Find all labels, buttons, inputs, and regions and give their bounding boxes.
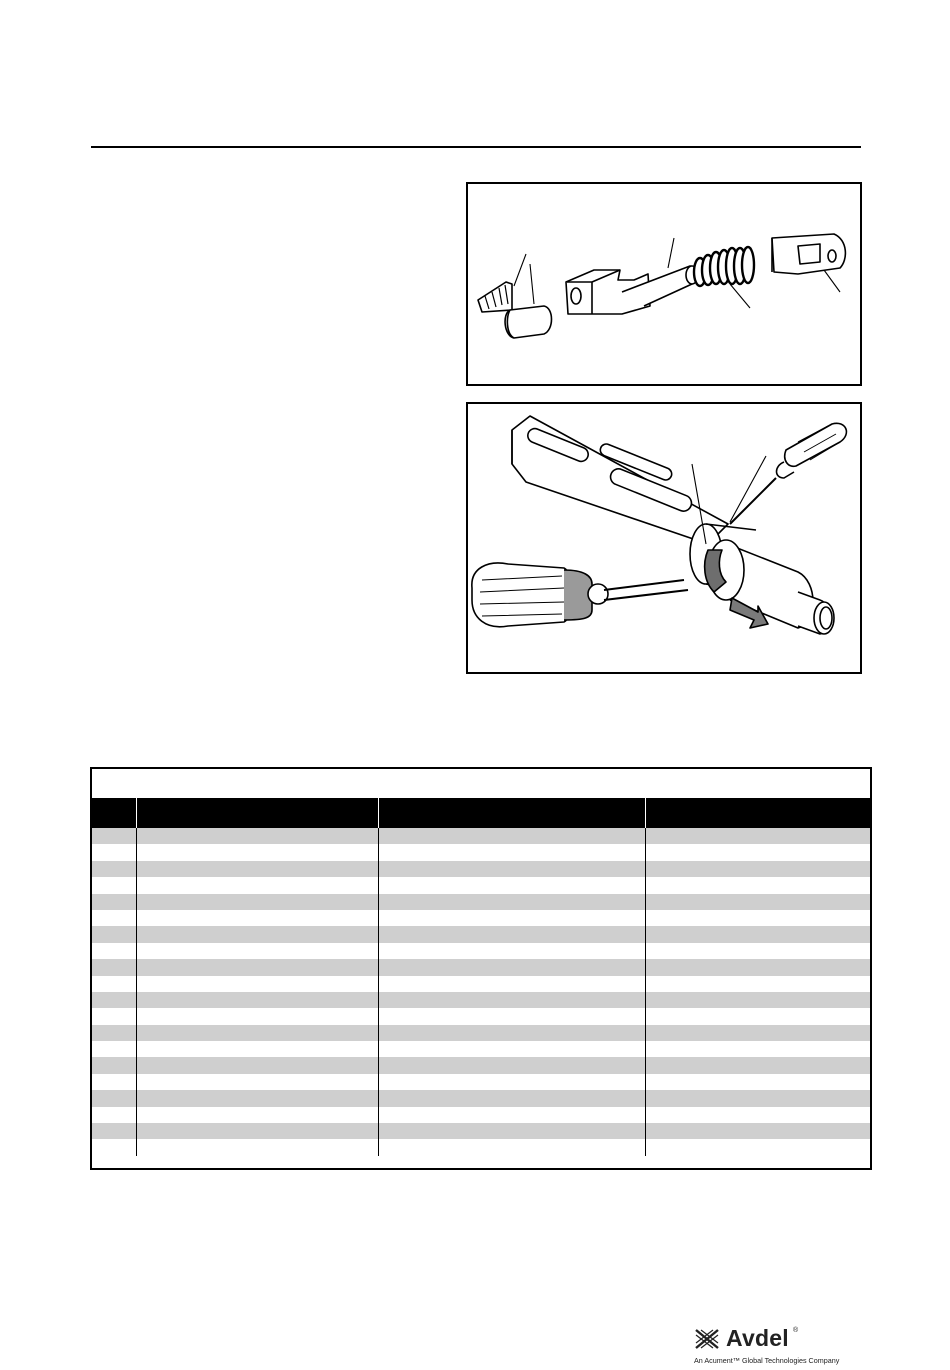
table-cell bbox=[92, 861, 136, 877]
table-cell bbox=[92, 976, 136, 992]
table-cell bbox=[136, 861, 378, 877]
table-body bbox=[92, 828, 870, 1156]
table-cell bbox=[136, 844, 378, 860]
table-cell bbox=[136, 894, 378, 910]
table-cell bbox=[92, 1074, 136, 1090]
table-cell bbox=[136, 1123, 378, 1139]
table-cell bbox=[136, 976, 378, 992]
table-cell bbox=[92, 828, 136, 844]
table-cell bbox=[378, 1090, 645, 1106]
table-cell bbox=[645, 1008, 870, 1024]
table-cell bbox=[645, 910, 870, 926]
table-cell bbox=[378, 1139, 645, 1155]
table-cell bbox=[378, 1008, 645, 1024]
table-cell bbox=[136, 828, 378, 844]
table-header-cell bbox=[645, 798, 870, 828]
table-row bbox=[92, 1057, 870, 1073]
table-cell bbox=[645, 877, 870, 893]
table-cell bbox=[136, 1090, 378, 1106]
table-row bbox=[92, 910, 870, 926]
table-cell bbox=[645, 1123, 870, 1139]
brand-footer bbox=[694, 1325, 854, 1367]
table-cell bbox=[92, 926, 136, 942]
table-cell bbox=[136, 992, 378, 1008]
table-row bbox=[92, 976, 870, 992]
table-cell bbox=[92, 1041, 136, 1057]
table-cell bbox=[378, 1041, 645, 1057]
table-row bbox=[92, 1090, 870, 1106]
table-cell bbox=[378, 1107, 645, 1123]
table-cell bbox=[92, 1008, 136, 1024]
table-row bbox=[92, 844, 870, 860]
table-cell bbox=[136, 1008, 378, 1024]
table-cell bbox=[645, 894, 870, 910]
table-cell bbox=[92, 1057, 136, 1073]
table-cell bbox=[92, 959, 136, 975]
table-cell bbox=[378, 910, 645, 926]
table-cell bbox=[136, 1139, 378, 1155]
table-cell bbox=[378, 894, 645, 910]
table-cell bbox=[92, 894, 136, 910]
table-cell bbox=[136, 1041, 378, 1057]
table-cell bbox=[645, 976, 870, 992]
table-cell bbox=[136, 877, 378, 893]
table-cell bbox=[92, 877, 136, 893]
table-cell bbox=[645, 959, 870, 975]
table-cell bbox=[645, 992, 870, 1008]
table-row bbox=[92, 1123, 870, 1139]
tool-disassembly-figure bbox=[466, 402, 862, 674]
table-cell bbox=[645, 1074, 870, 1090]
table-cell bbox=[378, 976, 645, 992]
table-cell bbox=[645, 844, 870, 860]
table-cell bbox=[92, 1123, 136, 1139]
table-cell bbox=[378, 992, 645, 1008]
table-cell bbox=[645, 1041, 870, 1057]
exploded-parts-figure bbox=[466, 182, 862, 386]
table-cell bbox=[92, 943, 136, 959]
parts-table bbox=[90, 767, 872, 1170]
table-cell bbox=[136, 910, 378, 926]
table-cell bbox=[645, 828, 870, 844]
table-row bbox=[92, 877, 870, 893]
table-cell bbox=[378, 1074, 645, 1090]
table-cell bbox=[645, 861, 870, 877]
table-cell bbox=[378, 877, 645, 893]
table-row bbox=[92, 861, 870, 877]
table-row bbox=[92, 828, 870, 844]
table-cell bbox=[92, 844, 136, 860]
table-cell bbox=[92, 1025, 136, 1041]
table-row bbox=[92, 1107, 870, 1123]
table-cell bbox=[645, 1025, 870, 1041]
table-cell bbox=[645, 1057, 870, 1073]
table-cell bbox=[92, 1139, 136, 1155]
table-caption bbox=[92, 769, 870, 798]
table-row bbox=[92, 943, 870, 959]
table-row bbox=[92, 992, 870, 1008]
table-cell bbox=[378, 861, 645, 877]
table-cell bbox=[378, 828, 645, 844]
table-header-row bbox=[92, 798, 870, 828]
table-header-cell bbox=[378, 798, 645, 828]
table-cell bbox=[136, 1057, 378, 1073]
table-cell bbox=[92, 1107, 136, 1123]
table-cell bbox=[136, 926, 378, 942]
table-cell bbox=[136, 1025, 378, 1041]
table-row bbox=[92, 1041, 870, 1057]
table-cell bbox=[92, 992, 136, 1008]
table-row bbox=[92, 1139, 870, 1155]
table-row bbox=[92, 894, 870, 910]
brand-registered-mark: ® bbox=[793, 1327, 799, 1334]
table-cell bbox=[645, 926, 870, 942]
table-cell bbox=[378, 1025, 645, 1041]
table-row bbox=[92, 926, 870, 942]
table-cell bbox=[378, 959, 645, 975]
table-row bbox=[92, 1008, 870, 1024]
screwdriver-disassembly-icon bbox=[468, 404, 860, 672]
table-cell bbox=[645, 943, 870, 959]
table-cell bbox=[645, 1139, 870, 1155]
table-row bbox=[92, 1074, 870, 1090]
exploded-parts-icon bbox=[468, 184, 860, 384]
table-cell bbox=[645, 1090, 870, 1106]
table-cell bbox=[645, 1107, 870, 1123]
table-row bbox=[92, 959, 870, 975]
header-rule bbox=[91, 146, 861, 148]
table-cell bbox=[378, 1123, 645, 1139]
table-cell bbox=[378, 1057, 645, 1073]
table-cell bbox=[136, 959, 378, 975]
table-header-cell bbox=[136, 798, 378, 828]
table-row bbox=[92, 1025, 870, 1041]
table-cell bbox=[378, 844, 645, 860]
table-cell bbox=[92, 910, 136, 926]
table-header-cell bbox=[92, 798, 136, 828]
table-cell bbox=[92, 1090, 136, 1106]
brand-tagline: An Acument™ Global Technologies Company bbox=[694, 1356, 840, 1365]
avdel-x-logo-icon bbox=[694, 1328, 720, 1350]
brand-name: Avdel bbox=[726, 1325, 789, 1351]
table-cell bbox=[136, 943, 378, 959]
table-cell bbox=[136, 1107, 378, 1123]
table-cell bbox=[378, 943, 645, 959]
table-cell bbox=[136, 1074, 378, 1090]
table-cell bbox=[378, 926, 645, 942]
